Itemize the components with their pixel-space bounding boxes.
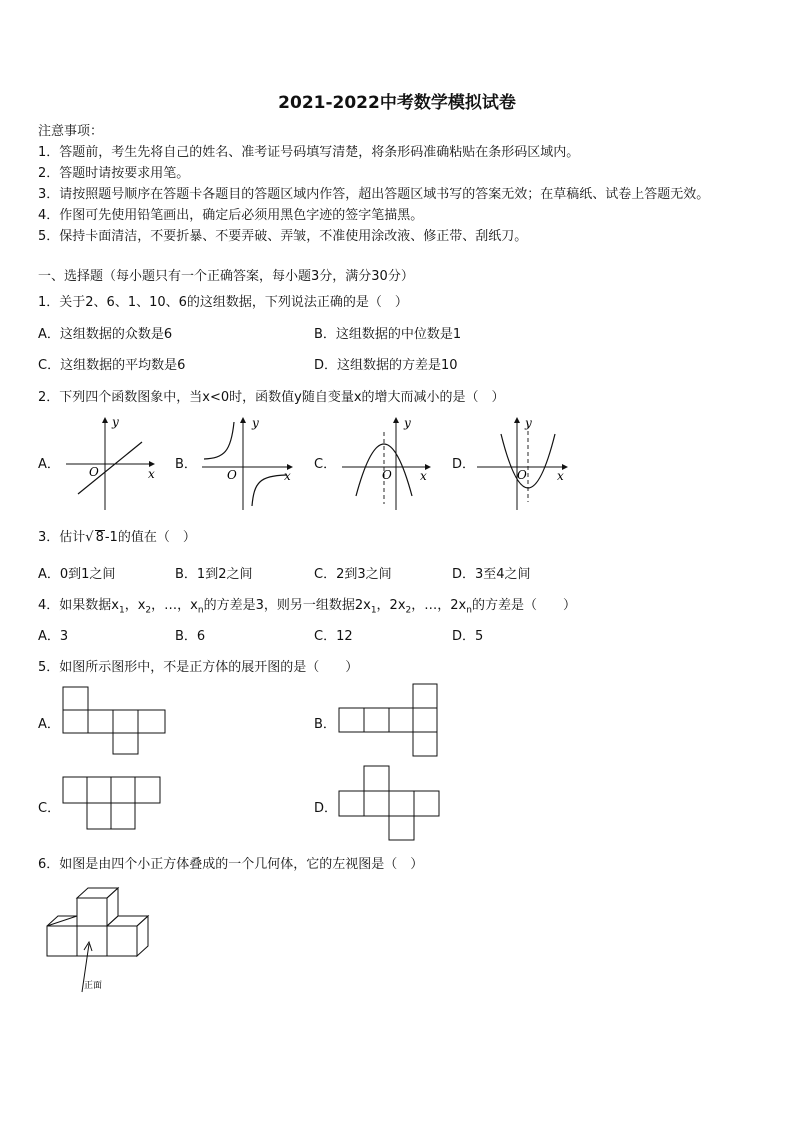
net-square [88,710,113,733]
hyperbola-branch-left [204,422,234,459]
x-label: x [148,467,155,481]
q4-stem-part: 4．如果数据x [38,598,119,613]
net-square [413,708,437,732]
q5-net-d [338,765,442,843]
q5-net-a [62,686,168,756]
net-square [364,766,389,791]
subscript: n [466,605,472,616]
net-square [413,732,437,756]
question-6-stem: 6．如图是由四个小正方体叠成的一个几何体，它的左视图是（ ） [38,857,424,872]
q4-stem-part: ，x [124,598,146,613]
q6-cube-figure [44,884,154,996]
subscript: 1 [370,605,377,616]
q1-option-b: B．这组数据的中位数是1 [314,327,462,342]
net-square [339,791,364,816]
q2-graph-c [338,412,438,512]
origin-label: O [227,468,237,482]
y-label: y [525,416,532,430]
cube-side-face [107,888,118,926]
net-square [87,803,111,829]
note-item: 5．保持卡面清洁，不要折暴、不要弄破、弄皱，不准使用涂改液、修正带、刮纸刀。 [38,229,528,244]
net-square [413,684,437,708]
q2-graph-b [196,412,298,512]
y-label: y [404,416,411,430]
q4-stem-part: ，…，2x [411,598,467,613]
question-5-stem: 5．如图所示图形中，不是正方体的展开图的是（ ） [38,660,359,675]
q4-stem-part: ，2x [376,598,406,613]
cube-side-face [137,916,148,956]
q2-option-a-label: A． [38,457,60,472]
net-square [138,710,165,733]
q4-stem-part: ，…，x [151,598,198,613]
net-square [339,708,364,732]
net-square [111,777,135,803]
net-square [63,710,88,733]
cube-front-face [77,898,107,926]
q5-option-b-label: B． [314,717,336,732]
q3-option-d: D．3至4之间 [452,567,531,582]
x-label: x [420,469,427,483]
cube-top-face [47,916,77,926]
net-square [389,708,413,732]
net-square [364,708,389,732]
q5-option-c-label: C． [38,801,61,816]
notes-heading: 注意事项： [38,124,104,139]
subscript: 2 [405,605,412,616]
q4-stem-part: 的方差是3，则另一组数据2x [203,598,371,613]
question-1-stem: 1．关于2、6、1、10、6的这组数据，下列说法正确的是（ ） [38,295,408,310]
q1-option-c: C．这组数据的平均数是6 [38,358,186,373]
note-item: 4．作图可先使用铅笔画出，确定后必须用黑色字迹的签字笔描黑。 [38,208,424,223]
note-item: 2．答题时请按要求用笔。 [38,166,190,181]
q3-stem-suffix: -1的值在（ ） [104,530,196,545]
x-label: x [284,469,291,483]
cube-front-face [77,926,107,956]
section-heading: 一、选择题（每小题只有一个正确答案，每小题3分，满分30分） [38,269,414,284]
net-square [63,687,88,710]
line-graph [78,442,142,494]
net-square [111,803,135,829]
cube-front-face [47,926,77,956]
q4-option-a: A．3 [38,629,69,644]
q1-option-a: A．这组数据的众数是6 [38,327,173,342]
question-2-stem: 2．下列四个函数图象中，当x<0时，函数值y随自变量x的增大而减小的是（ ） [38,390,505,405]
net-square [414,791,439,816]
net-square [63,777,87,803]
origin-label: O [517,468,527,482]
q3-option-b: B．1到2之间 [175,567,253,582]
q4-option-b: B．6 [175,629,206,644]
question-3-stem [38,526,196,545]
net-square [364,791,389,816]
subscript: 1 [118,605,125,616]
q1-option-d: D．这组数据的方差是10 [314,358,458,373]
cube-front-face [107,926,137,956]
net-square [135,777,160,803]
q2-graph-d [473,412,573,512]
origin-label: O [382,468,392,482]
y-label: y [112,415,119,429]
note-item: 3．请按照题号顺序在答题卡各题目的答题区域内作答，超出答题区域书写的答案无效；在草稿纸、试卷上答题无效。 [38,187,710,202]
net-square [113,733,138,754]
q5-net-b [338,683,440,759]
q5-option-d-label: D． [314,801,338,816]
subscript: n [197,605,204,616]
sqrt-sign: √ [85,530,94,545]
origin-label: O [89,465,99,479]
note-item: 1．答题前，考生先将自己的姓名、准考证号码填写清楚，将条形码准确粘贴在条形码区域内。 [38,145,580,160]
question-4-stem [38,594,576,616]
q2-graph-a [60,412,160,512]
front-label: 正面 [84,981,103,991]
net-square [389,791,414,816]
q4-stem-part: 的方差是（ ） [471,598,576,613]
x-label: x [557,469,564,483]
q4-option-c: C．12 [314,629,353,644]
net-square [389,816,414,840]
hyperbola-branch-right [252,475,286,506]
q4-option-d: D．5 [452,629,484,644]
page-title: 2021-2022中考数学模拟试卷 [278,93,516,113]
q3-option-a: A．0到1之间 [38,567,116,582]
subscript: 2 [145,605,152,616]
q2-option-d-label: D． [452,457,476,472]
net-square [87,777,111,803]
sqrt-radicand: 8 [95,530,104,545]
q2-option-b-label: B． [175,457,197,472]
q5-net-c [62,776,164,832]
q5-option-a-label: A． [38,717,60,732]
net-square [113,710,138,733]
q3-option-c: C．2到3之间 [314,567,392,582]
y-label: y [252,416,259,430]
q2-option-c-label: C． [314,457,337,472]
q3-stem-prefix: 3．估计 [38,530,86,545]
